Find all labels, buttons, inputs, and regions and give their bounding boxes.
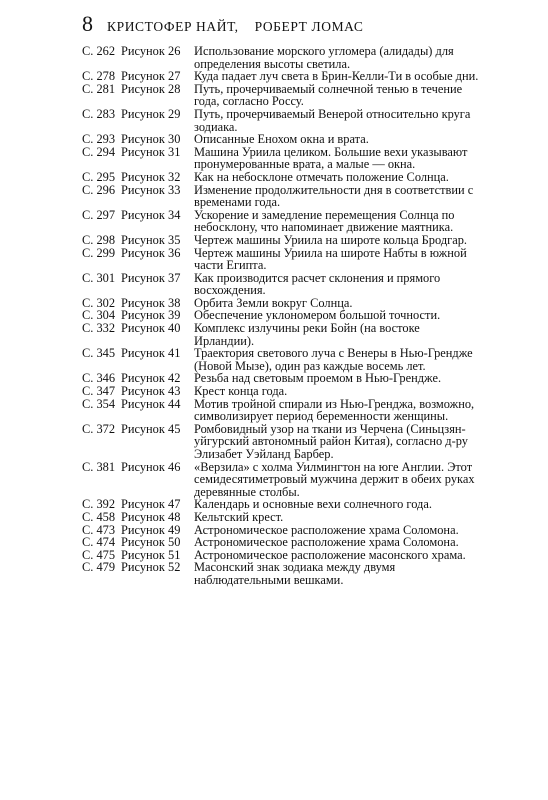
figure-label: Рисунок 27: [121, 69, 181, 84]
figure-caption: Орбита Земли вокруг Солнца.: [194, 295, 353, 310]
list-item: [82, 234, 482, 247]
list-item: [82, 272, 482, 297]
figure-caption: Траектория светового луча с Венеры в Нью-Грендже (Новой Мызе), один раз каждые восемь лет.: [194, 346, 473, 373]
figure-caption: Крест конца года.: [194, 384, 288, 399]
figure-caption: Кельтский крест.: [194, 509, 284, 524]
figure-label: Рисунок 49: [121, 522, 181, 537]
page-reference: С. 347: [82, 384, 116, 399]
figure-label: Рисунок 42: [121, 371, 181, 386]
figure-label: Рисунок 50: [121, 535, 181, 550]
figure-label: Рисунок 26: [121, 44, 181, 58]
figure-caption: Комплекс излучины реки Бойн (на востоке Ирландии).: [194, 321, 420, 348]
figure-label: Рисунок 28: [121, 81, 181, 96]
page-reference: С. 346: [82, 371, 116, 386]
figure-caption: Чертеж машины Уриила на широте кольца Бродгар.: [194, 232, 468, 247]
page-reference: С. 293: [82, 132, 116, 147]
figure-caption: Путь, прочерчиваемый Венерой относительно круга зодиака.: [194, 106, 471, 134]
figure-caption: Путь, прочерчиваемый солнечной тенью в течение года, согласно Россу.: [194, 81, 463, 109]
page-reference: С. 473: [82, 522, 116, 537]
page-reference: С. 304: [82, 308, 116, 323]
page-reference: С. 295: [82, 169, 116, 184]
page-reference: С. 294: [82, 144, 116, 159]
figure-label: Рисунок 41: [121, 346, 181, 361]
list-item: [82, 536, 482, 549]
page-reference: С. 278: [82, 69, 116, 84]
figure-caption: Как производится расчет склонения и прямого восхождения.: [194, 270, 441, 298]
figure-label: Рисунок 46: [121, 459, 181, 474]
figure-label: Рисунок 33: [121, 182, 181, 197]
page-reference: С. 392: [82, 497, 116, 512]
figure-caption: Ускорение и замедление перемещения Солнца по небосклону, что напоминает движение маятника.: [194, 207, 455, 235]
list-of-figures: [82, 45, 482, 587]
page-reference: С. 474: [82, 535, 116, 550]
list-item: [82, 322, 482, 347]
page-reference: С. 299: [82, 245, 116, 260]
page-reference: С. 479: [82, 560, 116, 575]
figure-label: Рисунок 47: [121, 497, 181, 512]
figure-label: Рисунок 36: [121, 245, 181, 260]
list-item: [82, 45, 482, 70]
list-item: [82, 385, 482, 398]
figure-label: Рисунок 45: [121, 421, 181, 436]
figure-label: Рисунок 39: [121, 308, 181, 323]
page-header: [82, 11, 363, 37]
figure-caption: Астрономическое расположение масонского храма.: [194, 547, 466, 562]
figure-caption: Описанные Енохом окна и врата.: [194, 132, 369, 147]
page-reference: С. 332: [82, 321, 116, 336]
author-name-1: КРИСТОФЕР НАЙТ,: [107, 19, 239, 34]
figure-caption: Ромбовидный узор на ткани из Черчена (Синьцзян-уйгурский автономный район Китая), согласно д-ру Элизабет Уэйланд Барбер.: [194, 421, 468, 461]
list-item: [82, 108, 482, 133]
figure-caption: Машина Уриила целиком. Большие вехи указывают пронумерованные врата, а малые — окна.: [194, 144, 468, 172]
figure-caption: Как на небосклоне отмечать положение Солнца.: [194, 169, 449, 184]
figure-label: Рисунок 52: [121, 560, 181, 575]
page-reference: С. 381: [82, 459, 116, 474]
figure-caption: «Верзила» с холма Уилмингтон на юге Англии. Этот семидесятиметровый мужчина держит в обеих руках деревянные столбы.: [194, 459, 475, 499]
page-reference: С. 281: [82, 81, 116, 96]
figure-caption: Изменение продолжительности дня в соответствии с временами года.: [194, 182, 474, 210]
figure-label: Рисунок 43: [121, 384, 181, 399]
page-reference: С. 296: [82, 182, 116, 197]
list-item: [82, 511, 482, 524]
figure-caption: Масонский знак зодиака между двумя наблюдательными вешками.: [194, 560, 396, 587]
figure-label: Рисунок 32: [121, 169, 181, 184]
figure-label: Рисунок 44: [121, 396, 181, 411]
figure-label: Рисунок 30: [121, 132, 181, 147]
figure-label: Рисунок 35: [121, 232, 181, 247]
page-reference: С. 372: [82, 421, 116, 436]
figure-label: Рисунок 34: [121, 207, 181, 222]
list-item: [82, 423, 482, 461]
list-item: [82, 133, 482, 146]
list-item: [82, 171, 482, 184]
list-item: [82, 347, 482, 372]
figure-label: Рисунок 29: [121, 106, 181, 121]
list-item: [82, 184, 482, 209]
list-item: [82, 70, 482, 83]
figure-caption: Обеспечение уклономером большой точности.: [194, 308, 441, 323]
page-reference: С. 354: [82, 396, 116, 411]
page-reference: С. 345: [82, 346, 116, 361]
figure-caption: Астрономическое расположение храма Соломона.: [194, 522, 459, 537]
page-reference: С. 283: [82, 106, 116, 121]
list-item: [82, 461, 482, 499]
page-reference: С. 262: [82, 44, 116, 58]
figure-caption: Резьба над световым проемом в Нью-Грендже.: [194, 371, 442, 386]
page-reference: С. 302: [82, 295, 116, 310]
figure-caption: Календарь и основные вехи солнечного года.: [194, 497, 432, 512]
figure-label: Рисунок 31: [121, 144, 181, 159]
list-item: [82, 146, 482, 171]
figure-caption: Использование морского угломера (алидады) для определения высоты светила.: [194, 44, 454, 71]
running-head: [107, 19, 363, 35]
list-item: [82, 398, 482, 423]
figure-caption: Куда падает луч света в Брин-Келли-Ти в особые дни.: [194, 69, 479, 84]
figure-caption: Астрономическое расположение храма Соломона.: [194, 535, 459, 550]
list-item: [82, 83, 482, 108]
page-reference: С. 301: [82, 270, 116, 285]
author-name-2: РОБЕРТ ЛОМАС: [254, 19, 364, 34]
list-item: [82, 561, 482, 586]
figure-caption: Чертеж машины Уриила на широте Набты в южной части Египта.: [194, 245, 467, 273]
page-reference: С. 297: [82, 207, 116, 222]
figure-label: Рисунок 48: [121, 509, 181, 524]
list-item: [82, 247, 482, 272]
page-reference: С. 298: [82, 232, 116, 247]
figure-caption: Мотив тройной спирали из Нью-Гренджа, возможно, символизирует период беременности женщины.: [194, 396, 475, 424]
figure-label: Рисунок 40: [121, 321, 181, 336]
figure-label: Рисунок 37: [121, 270, 181, 285]
list-item: [82, 209, 482, 234]
page-reference: С. 458: [82, 509, 116, 524]
figure-label: Рисунок 51: [121, 547, 181, 562]
page-reference: С. 475: [82, 547, 116, 562]
page-number: 8: [82, 11, 93, 36]
figure-label: Рисунок 38: [121, 295, 181, 310]
